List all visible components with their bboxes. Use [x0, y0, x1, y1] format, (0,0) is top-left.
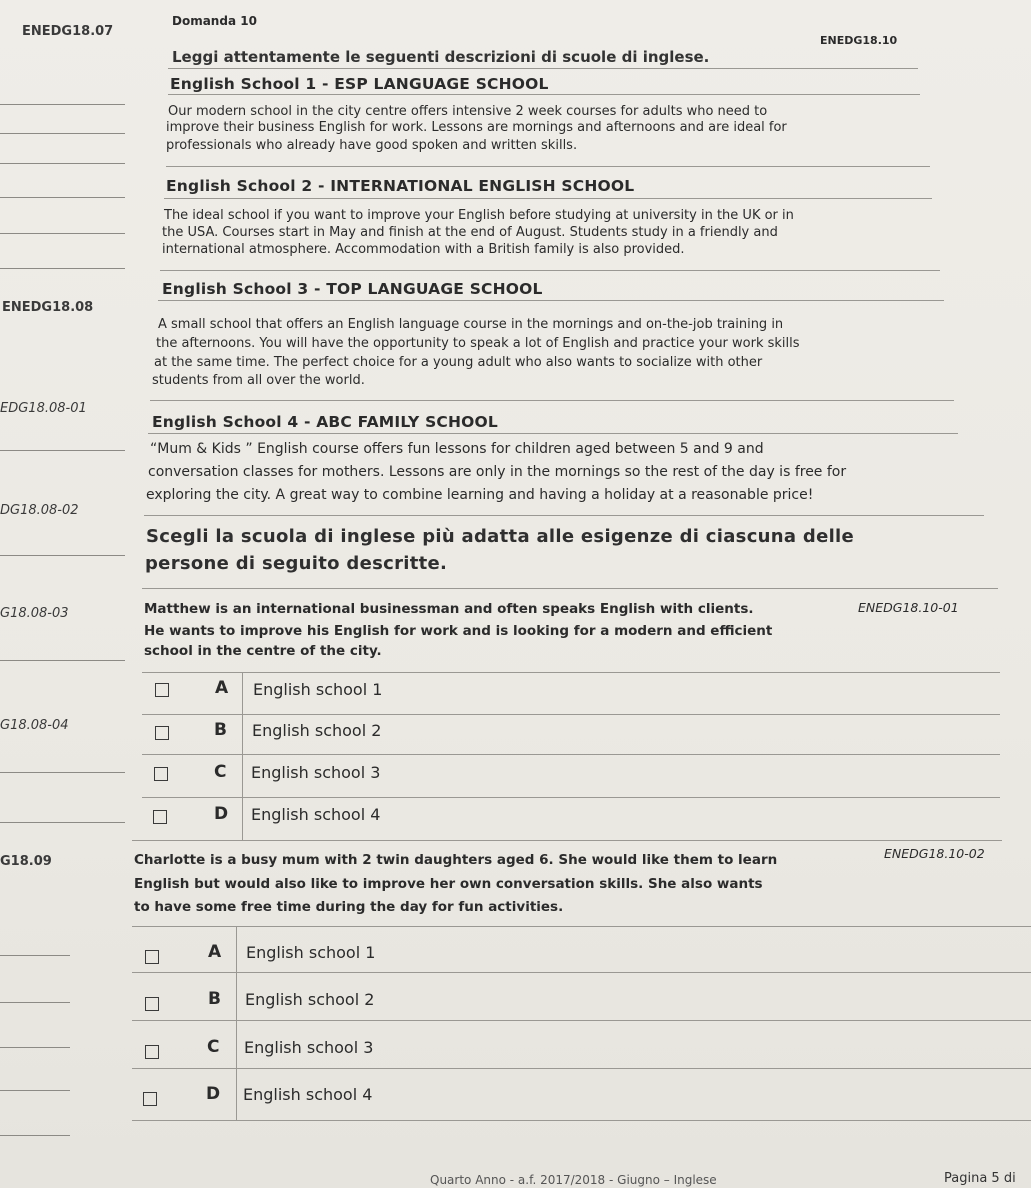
divider: [132, 1120, 1031, 1121]
margin-line: [0, 1135, 70, 1136]
margin-column: [0, 0, 130, 1140]
divider: [132, 1068, 1031, 1069]
divider: [132, 1020, 1031, 1021]
option-checkbox[interactable]: [145, 1045, 159, 1059]
option-letter: B: [214, 720, 227, 740]
divider: [132, 840, 1002, 841]
option-label: English school 2: [252, 721, 382, 740]
footer-text: Quarto Anno - a.f. 2017/2018 - Giugno – Inglese: [430, 1173, 717, 1187]
option-checkbox[interactable]: [154, 767, 168, 781]
school-description-line: The ideal school if you want to improve your English before studying at university in the UK or in: [164, 208, 794, 223]
option-label: English school 3: [251, 763, 381, 782]
option-separator: [242, 672, 243, 840]
school-description-line: exploring the city. A great way to combine learning and having a holiday at a reasonable price!: [146, 487, 814, 503]
margin-code: DG18.08-02: [0, 503, 79, 518]
school-description-line: at the same time. The perfect choice for a young adult who also wants to socialize with other: [154, 355, 763, 370]
school-title: English School 2 - INTERNATIONAL ENGLISH SCHOOL: [166, 177, 635, 195]
option-label: English school 1: [253, 680, 383, 699]
school-description-line: Our modern school in the city centre offers intensive 2 week courses for adults who need to: [168, 104, 768, 119]
option-checkbox[interactable]: [143, 1092, 157, 1106]
option-checkbox[interactable]: [145, 997, 159, 1011]
margin-line: [0, 555, 125, 556]
margin-line: [0, 1047, 70, 1048]
school-description-line: conversation classes for mothers. Lessons are only in the mornings so the rest of the day is free for: [148, 464, 847, 480]
margin-line: [0, 822, 125, 823]
school-description-line: the afternoons. You will have the opportunity to speak a lot of English and practice your work skills: [156, 336, 800, 351]
margin-code: G18.08-03: [0, 606, 69, 621]
option-checkbox[interactable]: [153, 810, 167, 824]
margin-line: [0, 163, 125, 164]
margin-line: [0, 233, 125, 234]
divider: [150, 400, 954, 401]
option-label: English school 2: [245, 990, 375, 1009]
divider: [142, 714, 1000, 715]
option-checkbox[interactable]: [155, 726, 169, 740]
margin-line: [0, 955, 70, 956]
divider: [148, 433, 958, 434]
school-title: English School 4 - ABC FAMILY SCHOOL: [152, 413, 499, 431]
margin-line: [0, 1002, 70, 1003]
option-letter: A: [208, 942, 222, 962]
school-description-line: students from all over the world.: [152, 373, 365, 388]
question-label: Domanda 10: [172, 14, 257, 28]
instruction-text: Leggi attentamente le seguenti descrizioni di scuole di inglese.: [172, 48, 710, 66]
margin-code: G18.09: [0, 854, 52, 869]
option-label: English school 1: [246, 943, 376, 962]
option-letter: C: [214, 762, 227, 782]
margin-line: [0, 772, 125, 773]
school-description-line: professionals who already have good spoken and written skills.: [166, 138, 578, 153]
margin-line: [0, 104, 125, 105]
school-description-line: the USA. Courses start in May and finish at the end of August. Students study in a friendly and: [162, 225, 778, 240]
school-description-line: A small school that offers an English language course in the mornings and on-the-job training in: [158, 317, 784, 332]
option-label: English school 4: [243, 1085, 373, 1104]
margin-line: [0, 197, 125, 198]
divider: [132, 972, 1031, 973]
question-text: school in the centre of the city.: [144, 643, 382, 659]
divider: [164, 198, 932, 199]
task-instruction: persone di seguito descritte.: [145, 553, 448, 574]
margin-line: [0, 133, 125, 134]
option-letter: A: [215, 678, 229, 698]
divider: [160, 270, 940, 271]
question-text: He wants to improve his English for work and is looking for a modern and efficient: [144, 623, 773, 639]
school-description-line: “Mum & Kids ” English course offers fun lessons for children aged between 5 and 9 and: [150, 441, 764, 457]
question-text: to have some free time during the day for fun activities.: [134, 899, 564, 915]
option-letter: B: [208, 989, 221, 1009]
margin-line: [0, 660, 125, 661]
margin-line: [0, 268, 125, 269]
option-checkbox[interactable]: [145, 950, 159, 964]
margin-line: [0, 1090, 70, 1091]
divider: [144, 515, 984, 516]
question-text: English but would also like to improve her own conversation skills. She also wants: [134, 876, 763, 892]
task-instruction: Scegli la scuola di inglese più adatta alle esigenze di ciascuna delle: [146, 526, 855, 547]
option-separator: [236, 926, 237, 1121]
margin-code: G18.08-04: [0, 718, 69, 733]
school-title: English School 3 - TOP LANGUAGE SCHOOL: [162, 280, 543, 298]
divider: [142, 588, 998, 589]
margin-code: EDG18.08-01: [0, 401, 87, 416]
option-letter: C: [207, 1037, 220, 1057]
option-label: English school 4: [251, 805, 381, 824]
divider: [142, 754, 1000, 755]
option-checkbox[interactable]: [155, 683, 169, 697]
school-description-line: improve their business English for work. Lessons are mornings and afternoons and are ideal for: [166, 120, 787, 135]
option-letter: D: [214, 804, 229, 824]
question-text: Charlotte is a busy mum with 2 twin daughters aged 6. She would like them to learn: [134, 852, 778, 868]
divider: [132, 926, 1031, 927]
divider: [158, 300, 944, 301]
question-code: ENEDG18.10-02: [884, 846, 985, 861]
margin-code: ENEDG18.08: [2, 300, 94, 315]
question-code: ENEDG18.10-01: [858, 600, 959, 615]
divider: [142, 797, 1000, 798]
page-number: Pagina 5 di: [944, 1171, 1016, 1186]
school-title: English School 1 - ESP LANGUAGE SCHOOL: [170, 75, 549, 93]
divider: [142, 672, 1000, 673]
option-letter: D: [206, 1084, 221, 1104]
option-label: English school 3: [244, 1038, 374, 1057]
school-description-line: international atmosphere. Accommodation with a British family is also provided.: [162, 242, 685, 257]
question-code: ENEDG18.10: [820, 34, 898, 47]
margin-code: ENEDG18.07: [22, 24, 114, 39]
margin-line: [0, 450, 125, 451]
divider: [168, 94, 920, 95]
divider: [168, 68, 918, 69]
divider: [166, 166, 930, 167]
question-text: Matthew is an international businessman and often speaks English with clients.: [144, 601, 754, 617]
